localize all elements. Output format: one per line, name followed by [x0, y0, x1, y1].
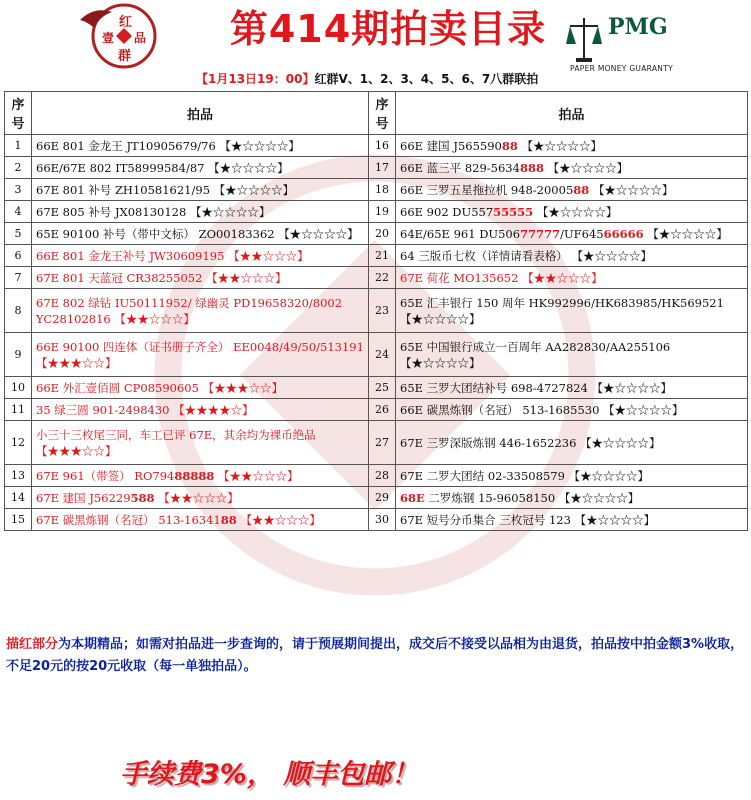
item-text: 65E 三罗大团结补号 698-4727824	[400, 380, 592, 395]
lot-description	[32, 487, 369, 509]
star-rating: 【★★☆☆☆】	[206, 270, 287, 285]
item-text: 66E 碳黑炼钢（名冠） 513-1685530	[400, 402, 604, 417]
star-rating: 【★☆☆☆☆】	[208, 160, 289, 175]
lot-description	[32, 333, 369, 377]
lot-number: 22	[369, 267, 396, 289]
lot-description	[396, 267, 748, 289]
table-row	[5, 245, 748, 267]
item-text: 88888	[174, 468, 215, 483]
item-text: 65E 90100 补号（带中文标） ZO00183362	[36, 226, 279, 241]
item-text: 66E 801 金龙王补号 JW30609195	[36, 248, 229, 263]
item-text: 66E 三罗五星拖拉机 948-20005	[400, 182, 574, 197]
star-rating: 【★☆☆☆☆】	[568, 468, 650, 483]
lot-number: 15	[5, 509, 32, 531]
star-rating: 【★☆☆☆☆】	[189, 204, 271, 219]
item-text: 67E 荷花 MO135652	[400, 270, 523, 285]
item-text: 67E 802 绿钻 IU50111952/ 绿幽灵 PD19658320/8002 YC28102816	[36, 295, 343, 326]
item-text: 67E 801 补号 ZH10581621/95	[36, 182, 214, 197]
header-item-left: 拍品	[32, 92, 369, 135]
lot-number: 9	[5, 333, 32, 377]
table-row	[5, 289, 748, 333]
star-rating: 【★☆☆☆☆】	[647, 226, 728, 241]
star-rating: 【★☆☆☆☆】	[278, 226, 359, 241]
table-row	[5, 509, 748, 531]
item-text: 88	[220, 512, 237, 527]
star-rating: 【★★☆☆☆】	[114, 311, 195, 326]
item-text: 68E	[400, 490, 425, 505]
header-no-right: 序号	[369, 92, 396, 135]
lot-number: 12	[5, 421, 32, 465]
lot-description	[396, 201, 748, 223]
star-rating: 【★☆☆☆☆】	[580, 435, 661, 450]
club-logo	[72, 2, 160, 70]
lot-number: 20	[369, 223, 396, 245]
lot-number: 7	[5, 267, 32, 289]
star-rating: 【★★☆☆☆】	[522, 270, 603, 285]
star-rating: 【★☆☆☆☆】	[603, 402, 684, 417]
lot-description	[396, 289, 748, 333]
table-header-row	[5, 92, 748, 135]
table-row	[5, 267, 748, 289]
star-rating: 【★☆☆☆☆】	[558, 490, 640, 505]
svg-text:壹: 壹	[102, 31, 115, 45]
star-rating: 【★★★☆☆】	[202, 380, 284, 395]
star-rating: 【★★☆☆☆】	[228, 248, 309, 263]
item-text: 小三十三枚尾三同，车工已评 67E，其余均为裸币绝品	[36, 427, 316, 442]
item-text: 二罗炼钢 15-96058150	[424, 490, 559, 505]
item-text: 55555	[493, 204, 534, 219]
lot-number: 25	[369, 377, 396, 399]
table-row	[5, 465, 748, 487]
lot-number: 24	[369, 333, 396, 377]
star-rating: 【★★☆☆☆】	[218, 468, 299, 483]
lot-description	[396, 421, 748, 465]
item-text: 35 绿三圆 901-2498430	[36, 402, 174, 417]
item-text: 66666	[603, 226, 644, 241]
lot-number: 27	[369, 421, 396, 465]
auction-groups: 红群V、1、2、3、4、5、6、7八群联拍	[314, 72, 539, 86]
star-rating: 【★☆☆☆☆】	[521, 138, 603, 153]
lot-number: 19	[369, 201, 396, 223]
item-text: 67E 三罗深版炼钢 446-1652236	[400, 435, 581, 450]
lot-number: 16	[369, 135, 396, 157]
lot-number: 10	[5, 377, 32, 399]
lot-number: 17	[369, 157, 396, 179]
lot-description	[396, 465, 748, 487]
item-text: 67E 二罗大团结 02-33508579	[400, 468, 569, 483]
svg-text:红: 红	[119, 15, 133, 30]
lot-number: 21	[369, 245, 396, 267]
lot-number: 4	[5, 201, 32, 223]
pmg-logo-text: PMG	[608, 14, 668, 40]
star-rating: 【★☆☆☆☆】	[591, 380, 673, 395]
star-rating: 【★☆☆☆☆】	[213, 182, 295, 197]
star-rating: 【★☆☆☆☆】	[400, 311, 481, 326]
lot-description	[396, 377, 748, 399]
lot-description	[32, 135, 369, 157]
item-text: 66E 外汇壹佰圆 CP08590605	[36, 380, 203, 395]
item-text: 67E 805 补号 JX08130128	[36, 204, 190, 219]
lot-number: 8	[5, 289, 32, 333]
page-title: 第414期拍卖目录	[229, 7, 547, 51]
lot-description	[396, 245, 748, 267]
lot-description	[32, 267, 369, 289]
table-row	[5, 487, 748, 509]
item-text: 88	[501, 138, 518, 153]
item-text: 77777	[520, 226, 561, 241]
footer-red-lead: 描红部分	[6, 637, 59, 652]
item-text: 66E/67E 802 IT58999584/87	[36, 160, 209, 175]
star-rating: 【★★★☆☆】	[36, 355, 117, 370]
table-row	[5, 421, 748, 465]
star-rating: 【★★★★☆】	[173, 402, 254, 417]
item-text: 67E 801 天蓝冠 CR38255052	[36, 270, 207, 285]
star-rating: 【★☆☆☆☆】	[536, 204, 618, 219]
header-item-right: 拍品	[396, 92, 748, 135]
star-rating: 【★☆☆☆☆】	[592, 182, 674, 197]
lot-description	[32, 421, 369, 465]
table-row	[5, 157, 748, 179]
item-text: 67E 碳黑炼钢（名冠） 513-16341	[36, 512, 221, 527]
auction-time: 【1月13日19：00】	[196, 72, 315, 86]
item-text: 66E 801 金龙王 JT10905679/76	[36, 138, 220, 153]
star-rating: 【★☆☆☆☆】	[574, 512, 656, 527]
star-rating: 【★☆☆☆☆】	[571, 248, 652, 263]
item-text: 67E 短号分币集合 三枚冠号 123	[400, 512, 575, 527]
table-row	[5, 399, 748, 421]
lot-number: 26	[369, 399, 396, 421]
table-row	[5, 223, 748, 245]
star-rating: 【★☆☆☆☆】	[547, 160, 629, 175]
lot-number: 11	[5, 399, 32, 421]
lot-number: 28	[369, 465, 396, 487]
lot-description	[396, 135, 748, 157]
star-rating: 【★★☆☆☆】	[240, 512, 321, 527]
star-rating: 【★★☆☆☆】	[158, 490, 239, 505]
lot-number: 30	[369, 509, 396, 531]
footer-note-text: 为本期精品；如需对拍品进一步查询的，请于预展期间提出，成交后不接受以品相为由退货，拍品按中拍金额3%收取，不足20元的按20元收取（每一单独拍品）。	[6, 637, 744, 674]
lot-description	[32, 377, 369, 399]
table-row	[5, 201, 748, 223]
catalog-table	[4, 91, 748, 531]
lot-number: 3	[5, 179, 32, 201]
lot-description	[32, 289, 369, 333]
lot-description	[396, 487, 748, 509]
item-text: 64 三版币七枚（详情请看表格）	[400, 248, 572, 263]
catalog-body	[5, 135, 748, 531]
lot-description	[32, 201, 369, 223]
lot-number: 5	[5, 223, 32, 245]
fee-banner: 手续费3%， 顺丰包邮！	[120, 759, 419, 790]
svg-text:品: 品	[134, 31, 147, 45]
lot-number: 13	[5, 465, 32, 487]
item-text: 66E 90100 四连体（证书册子齐全） EE0048/49/50/513191	[36, 339, 364, 354]
lot-description	[396, 509, 748, 531]
item-text: 67E 961（带签） RO794	[36, 468, 175, 483]
footer-note	[6, 634, 745, 678]
lot-description	[396, 179, 748, 201]
lot-number: 14	[5, 487, 32, 509]
lot-description	[32, 157, 369, 179]
svg-text:群: 群	[118, 49, 132, 64]
lot-description	[396, 157, 748, 179]
table-row	[5, 135, 748, 157]
item-text: 64E/65E 961 DU506	[400, 226, 521, 241]
pmg-logo-subtext: PAPER MONEY GUARANTY	[570, 64, 673, 73]
lot-description	[396, 333, 748, 377]
table-row	[5, 333, 748, 377]
lot-number: 1	[5, 135, 32, 157]
item-text: 65E 中国银行成立一百周年 AA282830/AA255106	[400, 339, 671, 354]
lot-number: 18	[369, 179, 396, 201]
lot-number: 6	[5, 245, 32, 267]
lot-description	[396, 223, 748, 245]
item-text: 66E 902 DU557	[400, 204, 494, 219]
item-text: 67E 建国 J56229	[36, 490, 131, 505]
star-rating: 【★☆☆☆☆】	[219, 138, 300, 153]
item-text: 888	[519, 160, 544, 175]
item-text: 65E 汇丰银行 150 周年 HK992996/HK683985/HK569521	[400, 295, 724, 310]
lot-description	[32, 509, 369, 531]
item-text: /UF645	[560, 226, 604, 241]
header-no-left: 序号	[5, 92, 32, 135]
auction-subtitle	[196, 70, 538, 87]
table-row	[5, 377, 748, 399]
star-rating: 【★★★☆☆】	[36, 443, 117, 458]
star-rating: 【★☆☆☆☆】	[400, 355, 481, 370]
lot-description	[32, 465, 369, 487]
lot-number: 2	[5, 157, 32, 179]
lot-description	[32, 179, 369, 201]
lot-description	[396, 399, 748, 421]
lot-description	[32, 223, 369, 245]
lot-description	[32, 399, 369, 421]
lot-description	[32, 245, 369, 267]
item-text: 66E 蓝三平 829-5634	[400, 160, 520, 175]
item-text: 588	[130, 490, 155, 505]
item-text: 66E 建国 J565590	[400, 138, 502, 153]
lot-number: 29	[369, 487, 396, 509]
lot-number: 23	[369, 289, 396, 333]
table-row	[5, 179, 748, 201]
item-text: 88	[573, 182, 590, 197]
